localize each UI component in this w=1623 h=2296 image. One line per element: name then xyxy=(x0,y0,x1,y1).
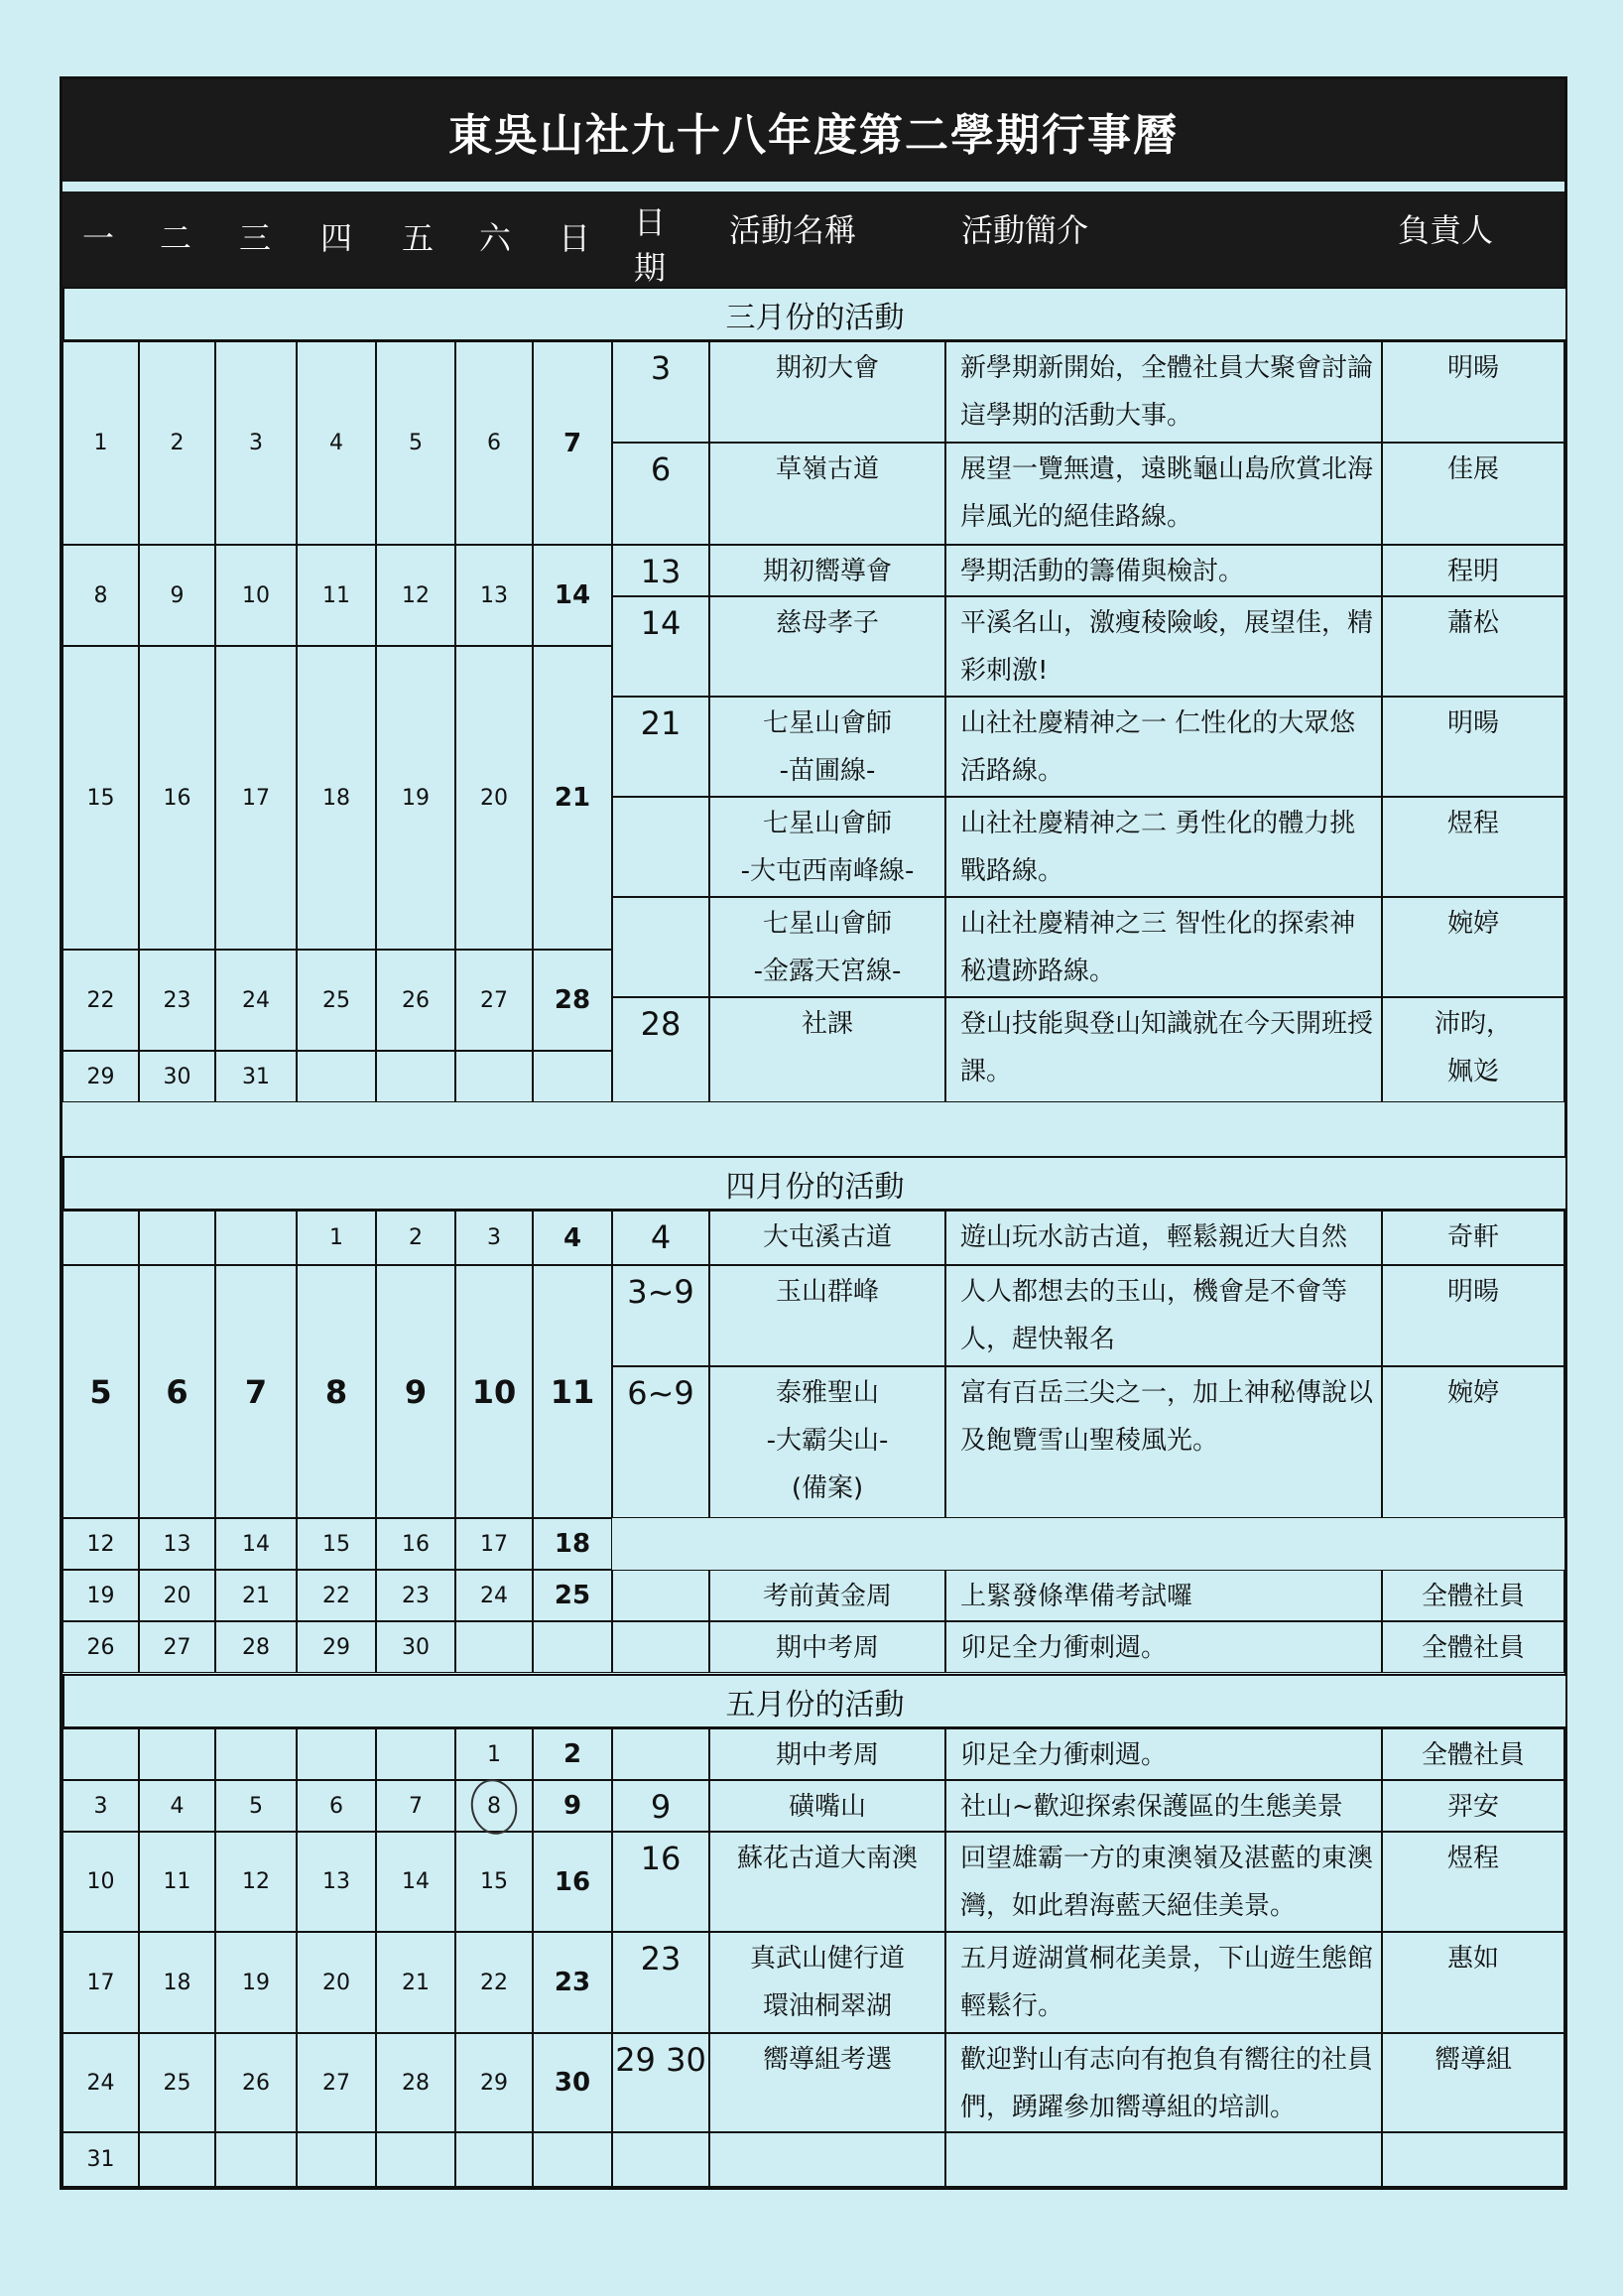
activity-owner: 煜程 xyxy=(1382,797,1564,897)
calendar-day: 26 xyxy=(215,2033,297,2132)
calendar-day: 20 xyxy=(139,1570,215,1621)
calendar-day: 10 xyxy=(62,1832,139,1932)
activity-date xyxy=(612,1570,709,1621)
activity-date: 6 xyxy=(612,443,709,545)
calendar-day: 29 xyxy=(297,1621,376,1673)
calendar-day: 9 xyxy=(533,1780,612,1832)
calendar-day: 11 xyxy=(297,545,376,646)
calendar-day: 5 xyxy=(376,341,455,545)
activity-name: 泰雅聖山 -大霸尖山- (備案) xyxy=(709,1366,945,1518)
calendar-day xyxy=(533,1051,612,1102)
activity-date: 21 xyxy=(612,697,709,797)
activity-date: 13 xyxy=(612,545,709,596)
activity-name: 期中考周 xyxy=(709,1728,945,1780)
calendar-day: 1 xyxy=(455,1728,533,1780)
calendar-day: 8 xyxy=(455,1780,533,1832)
calendar-day: 18 xyxy=(139,1932,215,2033)
calendar-day: 10 xyxy=(215,545,297,646)
activity-description: 山社社慶精神之二 勇性化的體力挑戰路線。 xyxy=(945,797,1382,897)
activity-owner: 嚮導組 xyxy=(1382,2033,1564,2132)
activity-description: 平溪名山，激瘦稜險峻，展望佳，精彩刺激! xyxy=(945,596,1382,697)
activity-name: 玉山群峰 xyxy=(709,1265,945,1366)
calendar-day: 28 xyxy=(376,2033,455,2132)
calendar-day xyxy=(376,1728,455,1780)
calendar-day: 20 xyxy=(455,646,533,950)
calendar-day xyxy=(215,1728,297,1780)
calendar-day: 19 xyxy=(376,646,455,950)
activity-owner: 煜程 xyxy=(1382,1832,1564,1932)
activity-name: 考前黃金周 xyxy=(709,1570,945,1621)
calendar-day xyxy=(297,1051,376,1102)
calendar-day: 22 xyxy=(62,950,139,1051)
calendar-day xyxy=(455,2132,533,2187)
calendar-sheet xyxy=(60,76,1567,2190)
calendar-day: 12 xyxy=(376,545,455,646)
calendar-day: 2 xyxy=(139,341,215,545)
calendar-day: 24 xyxy=(215,950,297,1051)
calendar-day: 16 xyxy=(533,1832,612,1932)
calendar-day: 3 xyxy=(62,1780,139,1832)
activity-date: 16 xyxy=(612,1832,709,1932)
activity-name-empty xyxy=(709,2132,945,2187)
calendar-day: 28 xyxy=(533,950,612,1051)
calendar-day: 17 xyxy=(62,1932,139,2033)
activity-name: 期初大會 xyxy=(709,341,945,443)
calendar-day xyxy=(455,1051,533,1102)
calendar-day: 23 xyxy=(376,1570,455,1621)
activity-name: 蘇花古道大南澳 xyxy=(709,1832,945,1932)
calendar-day xyxy=(139,1728,215,1780)
calendar-day: 15 xyxy=(297,1518,376,1570)
calendar-day: 1 xyxy=(297,1211,376,1265)
calendar-day xyxy=(62,1211,139,1265)
activity-name: 慈母孝子 xyxy=(709,596,945,697)
activity-owner: 婉婷 xyxy=(1382,1366,1564,1518)
activity-description: 人人都想去的玉山，機會是不會等人，趕快報名 xyxy=(945,1265,1382,1366)
calendar-day: 2 xyxy=(533,1728,612,1780)
activity-date: 4 xyxy=(612,1211,709,1265)
calendar-day: 3 xyxy=(215,341,297,545)
calendar-day: 8 xyxy=(62,545,139,646)
calendar-day xyxy=(533,1621,612,1673)
calendar-day: 6 xyxy=(297,1780,376,1832)
column-header xyxy=(62,189,1564,295)
activity-description: 上緊發條準備考試囉 xyxy=(945,1570,1382,1621)
activity-name: 真武山健行道 環油桐翠湖 xyxy=(709,1932,945,2033)
date-column-header: 日 期 xyxy=(634,203,667,287)
activity-owner: 全體社員 xyxy=(1382,1621,1564,1673)
calendar-day xyxy=(376,1051,455,1102)
activity-description: 新學期新開始，全體社員大聚會討論這學期的活動大事。 xyxy=(945,341,1382,443)
calendar-day: 12 xyxy=(215,1832,297,1932)
activity-date xyxy=(612,797,709,897)
calendar-day: 13 xyxy=(297,1832,376,1932)
calendar-day: 3 xyxy=(455,1211,533,1265)
activity-owner: 全體社員 xyxy=(1382,1728,1564,1780)
calendar-day: 11 xyxy=(139,1832,215,1932)
calendar-day: 15 xyxy=(62,646,139,950)
calendar-day: 21 xyxy=(533,646,612,950)
activity-owner: 惠如 xyxy=(1382,1932,1564,2033)
calendar-day: 13 xyxy=(139,1518,215,1570)
activity-owner: 沛昀， 姵彣 xyxy=(1382,997,1564,1102)
calendar-day: 25 xyxy=(533,1570,612,1621)
calendar-day: 16 xyxy=(139,646,215,950)
activity-name: 社課 xyxy=(709,997,945,1102)
activity-date: 3~9 xyxy=(612,1265,709,1366)
calendar-day: 26 xyxy=(376,950,455,1051)
calendar-day xyxy=(215,2132,297,2187)
calendar-day: 19 xyxy=(62,1570,139,1621)
activity-date: 3 xyxy=(612,341,709,443)
calendar-day: 17 xyxy=(215,646,297,950)
calendar-day: 10 xyxy=(455,1265,533,1518)
weekday-header: 一 xyxy=(82,219,115,257)
calendar-day: 7 xyxy=(376,1780,455,1832)
calendar-day xyxy=(533,2132,612,2187)
calendar-day: 21 xyxy=(215,1570,297,1621)
activity-description: 五月遊湖賞桐花美景，下山遊生態館輕鬆行。 xyxy=(945,1932,1382,2033)
name-column-header: 活動名稱 xyxy=(729,211,857,249)
calendar-day xyxy=(139,1211,215,1265)
calendar-day: 26 xyxy=(62,1621,139,1673)
calendar-day: 30 xyxy=(376,1621,455,1673)
activity-date: 6~9 xyxy=(612,1366,709,1518)
calendar-day: 27 xyxy=(139,1621,215,1673)
activity-description: 展望一覽無遺，遠眺龜山島欣賞北海岸風光的絕佳路線。 xyxy=(945,443,1382,545)
calendar-day: 23 xyxy=(139,950,215,1051)
activity-name: 草嶺古道 xyxy=(709,443,945,545)
calendar-day: 29 xyxy=(455,2033,533,2132)
calendar-day: 9 xyxy=(139,545,215,646)
calendar-day xyxy=(455,1621,533,1673)
activity-description: 卯足全力衝刺週。 xyxy=(945,1728,1382,1780)
activity-owner: 程明 xyxy=(1382,545,1564,596)
activity-date: 28 xyxy=(612,997,709,1102)
activity-description: 登山技能與登山知識就在今天開班授課。 xyxy=(945,997,1382,1102)
weekday-header: 四 xyxy=(320,219,353,257)
weekday-header: 日 xyxy=(559,219,591,257)
calendar-day: 7 xyxy=(533,341,612,545)
calendar-day: 6 xyxy=(455,341,533,545)
calendar-day: 21 xyxy=(376,1932,455,2033)
calendar-day: 22 xyxy=(455,1932,533,2033)
calendar-day: 24 xyxy=(455,1570,533,1621)
weekday-header: 六 xyxy=(479,219,512,257)
calendar-day: 18 xyxy=(297,646,376,950)
weekday-header: 三 xyxy=(239,219,272,257)
activity-name: 大屯溪古道 xyxy=(709,1211,945,1265)
calendar-day xyxy=(62,1728,139,1780)
month-section-title: 四月份的活動 xyxy=(62,1156,1567,1211)
activity-owner-empty xyxy=(1382,2132,1564,2187)
calendar-day: 1 xyxy=(62,341,139,545)
desc-column-header: 活動簡介 xyxy=(961,211,1089,249)
activity-name: 期中考周 xyxy=(709,1621,945,1673)
calendar-day: 9 xyxy=(376,1265,455,1518)
activity-date: 29 30 xyxy=(612,2033,709,2132)
calendar-day: 14 xyxy=(533,545,612,646)
calendar-day: 31 xyxy=(215,1051,297,1102)
activity-description: 富有百岳三尖之一，加上神秘傳說以及飽覽雪山聖稜風光。 xyxy=(945,1366,1382,1518)
calendar-day: 30 xyxy=(533,2033,612,2132)
activity-date xyxy=(612,897,709,997)
calendar-day: 29 xyxy=(62,1051,139,1102)
calendar-day: 2 xyxy=(376,1211,455,1265)
month-section-title: 五月份的活動 xyxy=(62,1674,1567,1728)
calendar-day: 14 xyxy=(215,1518,297,1570)
activity-name: 嚮導組考選 xyxy=(709,2033,945,2132)
calendar-day: 24 xyxy=(62,2033,139,2132)
calendar-day: 13 xyxy=(455,545,533,646)
activity-description: 遊山玩水訪古道，輕鬆親近大自然 xyxy=(945,1211,1382,1265)
activity-description: 卯足全力衝刺週。 xyxy=(945,1621,1382,1673)
activity-owner: 明暘 xyxy=(1382,341,1564,443)
calendar-day: 17 xyxy=(455,1518,533,1570)
page-title: 東吳山社九十八年度第二學期行事曆 xyxy=(62,79,1564,182)
weekday-header: 二 xyxy=(160,219,192,257)
calendar-day: 5 xyxy=(62,1265,139,1518)
weekday-header: 五 xyxy=(402,219,435,257)
activity-owner: 佳展 xyxy=(1382,443,1564,545)
activity-name: 期初嚮導會 xyxy=(709,545,945,596)
activity-description: 回望雄霸一方的東澳嶺及湛藍的東澳灣，如此碧海藍天絕佳美景。 xyxy=(945,1832,1382,1932)
activity-date xyxy=(612,1621,709,1673)
calendar-day: 30 xyxy=(139,1051,215,1102)
activity-owner: 明暘 xyxy=(1382,1265,1564,1366)
calendar-day: 12 xyxy=(62,1518,139,1570)
month-section-title: 三月份的活動 xyxy=(62,287,1567,341)
calendar-day xyxy=(297,2132,376,2187)
calendar-day: 27 xyxy=(297,2033,376,2132)
calendar-day: 6 xyxy=(139,1265,215,1518)
calendar-day: 4 xyxy=(139,1780,215,1832)
calendar-day xyxy=(215,1211,297,1265)
calendar-day: 7 xyxy=(215,1265,297,1518)
activity-owner: 羿安 xyxy=(1382,1780,1564,1832)
activity-owner: 蕭松 xyxy=(1382,596,1564,697)
activity-date: 9 xyxy=(612,1780,709,1832)
calendar-day: 4 xyxy=(533,1211,612,1265)
calendar-day: 20 xyxy=(297,1932,376,2033)
activity-name: 七星山會師 -金露天宮線- xyxy=(709,897,945,997)
calendar-day: 25 xyxy=(139,2033,215,2132)
calendar-day xyxy=(297,1728,376,1780)
activity-owner: 奇軒 xyxy=(1382,1211,1564,1265)
calendar-day: 16 xyxy=(376,1518,455,1570)
calendar-day: 11 xyxy=(533,1265,612,1518)
calendar-day xyxy=(139,2132,215,2187)
activity-description: 社山~歡迎探索保護區的生態美景 xyxy=(945,1780,1382,1832)
activity-date xyxy=(612,1728,709,1780)
calendar-day: 19 xyxy=(215,1932,297,2033)
calendar-day: 15 xyxy=(455,1832,533,1932)
activity-owner: 婉婷 xyxy=(1382,897,1564,997)
calendar-day: 4 xyxy=(297,341,376,545)
calendar-day: 18 xyxy=(533,1518,612,1570)
calendar-day: 27 xyxy=(455,950,533,1051)
activity-name: 七星山會師 -苗圃線- xyxy=(709,697,945,797)
activity-date-empty xyxy=(612,2132,709,2187)
calendar-day: 14 xyxy=(376,1832,455,1932)
calendar-day: 8 xyxy=(297,1265,376,1518)
calendar-day: 5 xyxy=(215,1780,297,1832)
activity-owner: 全體社員 xyxy=(1382,1570,1564,1621)
calendar-day: 22 xyxy=(297,1570,376,1621)
calendar-day: 28 xyxy=(215,1621,297,1673)
who-column-header: 負責人 xyxy=(1398,211,1494,249)
activity-date: 14 xyxy=(612,596,709,697)
calendar-day: 25 xyxy=(297,950,376,1051)
calendar-day xyxy=(376,2132,455,2187)
activity-description: 學期活動的籌備與檢討。 xyxy=(945,545,1382,596)
activity-name: 七星山會師 -大屯西南峰線- xyxy=(709,797,945,897)
activity-owner: 明暘 xyxy=(1382,697,1564,797)
activity-date: 23 xyxy=(612,1932,709,2033)
activity-name: 磺嘴山 xyxy=(709,1780,945,1832)
activity-description: 山社社慶精神之三 智性化的探索神秘遺跡路線。 xyxy=(945,897,1382,997)
activity-description: 山社社慶精神之一 仁性化的大眾悠活路線。 xyxy=(945,697,1382,797)
calendar-day: 23 xyxy=(533,1932,612,2033)
activity-description-empty xyxy=(945,2132,1382,2187)
calendar-day: 31 xyxy=(62,2132,139,2187)
activity-description: 歡迎對山有志向有抱負有嚮往的社員們，踴躍參加嚮導組的培訓。 xyxy=(945,2033,1382,2132)
